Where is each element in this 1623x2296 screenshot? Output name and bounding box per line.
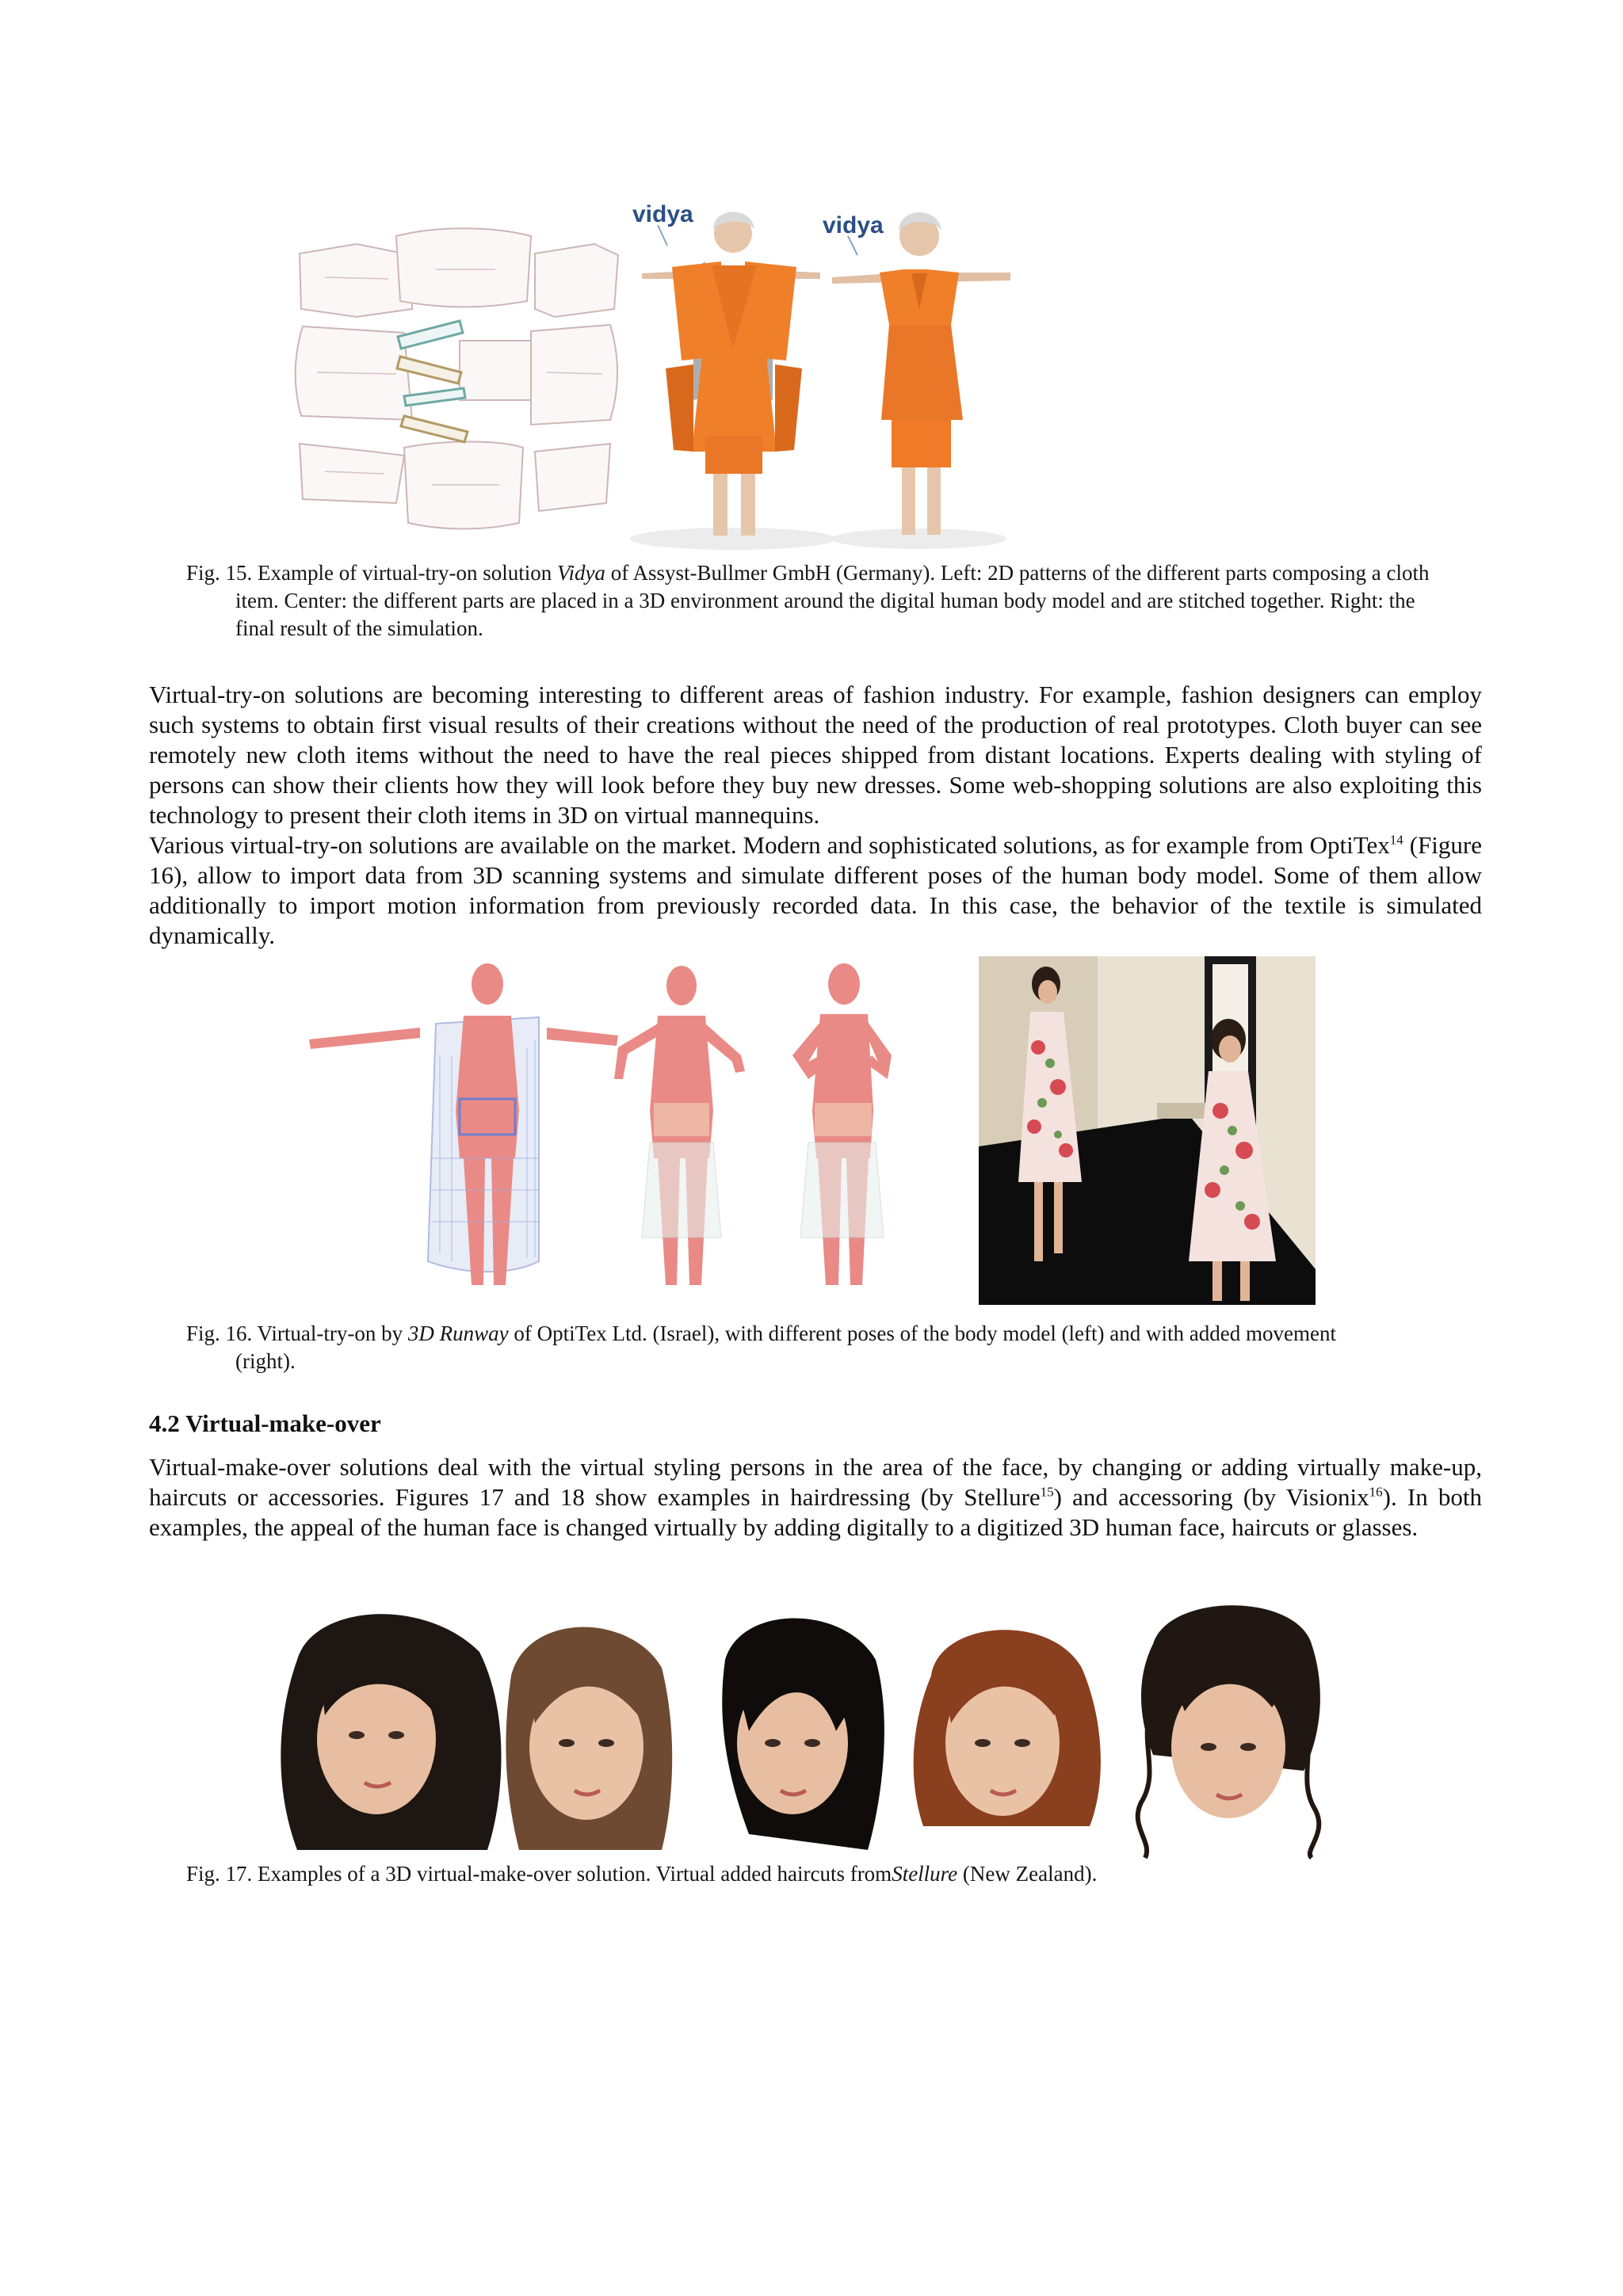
haircut-1 xyxy=(281,1614,501,1850)
vidya-logo-right xyxy=(823,212,884,255)
body-paragraphs-2 xyxy=(149,1452,1482,1543)
svg-text:vidya: vidya xyxy=(632,201,693,227)
body-model-tpose xyxy=(309,963,618,1285)
figure-16-caption-pre: Virtual-try-on by xyxy=(257,1322,408,1345)
body-model-pose-3 xyxy=(792,963,892,1285)
section-heading: 4.2 Virtual-make-over xyxy=(149,1409,381,1437)
figure-17-caption-post: (New Zealand). xyxy=(957,1862,1098,1886)
figure-16-caption xyxy=(186,1320,1343,1375)
svg-text:vidya: vidya xyxy=(823,212,884,238)
figure-15-caption-pre: Example of virtual-try-on solution xyxy=(258,561,557,585)
figure-17-number: Fig. 17. xyxy=(186,1862,253,1886)
haircut-4 xyxy=(914,1630,1101,1826)
figure-17-caption-pre: Examples of a 3D virtual-make-over solution. Virtual added haircuts from xyxy=(258,1862,892,1886)
figure-16-caption-post: of OptiTex Ltd. (Israel), with different poses of the body model (left) and with added movement (right). xyxy=(235,1322,1336,1373)
avatar-center-stitching xyxy=(630,212,836,551)
footnote-14[interactable]: 14 xyxy=(1389,832,1403,848)
figure-15-caption xyxy=(186,559,1430,643)
paragraph-virtual-try-on-intro: Virtual-try-on solutions are becoming interesting to different areas of fashion industry. For example, fashion designers can employ such systems to obtain first visual results of their creations without the need of the production of real prototypes. Cloth buyer can see remotely new cloth items without the need to have the real pieces shipped from distant locations. Experts dealing with styling of persons can show their clients how they will look before they buy new dresses. Some web-shopping solutions are also exploiting this technology to present their cloth items in 3D on virtual mannequins. xyxy=(149,681,1482,829)
figure-16-image xyxy=(301,952,1323,1309)
figure-15-caption-post: of Assyst-Bullmer GmbH (Germany). Left: 2D patterns of the different parts composing a cloth item. Center: the different parts are placed in a 3D environment around the digital human body model and are stitched together. Right: the final result of the simulation. xyxy=(235,561,1430,640)
figure-15-image xyxy=(293,190,1339,555)
haircut-2 xyxy=(506,1627,672,1850)
footnote-15[interactable]: 15 xyxy=(1040,1484,1054,1500)
body-paragraphs-1 xyxy=(149,680,1482,951)
figure-16-number: Fig. 16. xyxy=(186,1322,253,1345)
runway-scene xyxy=(979,956,1316,1305)
paragraph-virtual-make-over: Virtual-make-over solutions deal with the virtual styling persons in the area of the face, by changing or adding virtually make-up, haircuts or accessories. Figures 17 and 18 show examples in hairdressing (by Stellure$^{15}$) and accessoring (by Visionix$^{16}$). In both examples, the appeal of the human face is changed virtually by adding digitally to a digitized 3D human face, haircuts or glasses. xyxy=(149,1453,1482,1541)
haircut-5 xyxy=(1138,1605,1320,1858)
figure-15-product: Vidya xyxy=(556,561,605,585)
avatar-right-final xyxy=(832,212,1010,549)
figure-17-product: Stellure xyxy=(892,1862,958,1886)
paragraph-virtual-try-on-solutions: Various virtual-try-on solutions are available on the market. Modern and sophisticated solutions, as for example from OptiTex$^{14}$ (Figure 16), allow to import data from 3D scanning systems and simulate different poses of the human body model. Some of them allow additionally to import motion information from previously recorded data. In this case, the behavior of the textile is simulated dynamically. xyxy=(149,831,1482,949)
figure-17-caption xyxy=(186,1860,1454,1888)
figure-16-product: 3D Runway xyxy=(407,1322,509,1345)
figure-17-image xyxy=(265,1596,1367,1858)
figure-15-number: Fig. 15. xyxy=(186,561,253,585)
body-model-pose-2 xyxy=(614,966,745,1285)
footnote-16[interactable]: 16 xyxy=(1369,1484,1383,1500)
haircut-3 xyxy=(722,1619,884,1851)
vidya-logo-left xyxy=(632,201,693,246)
